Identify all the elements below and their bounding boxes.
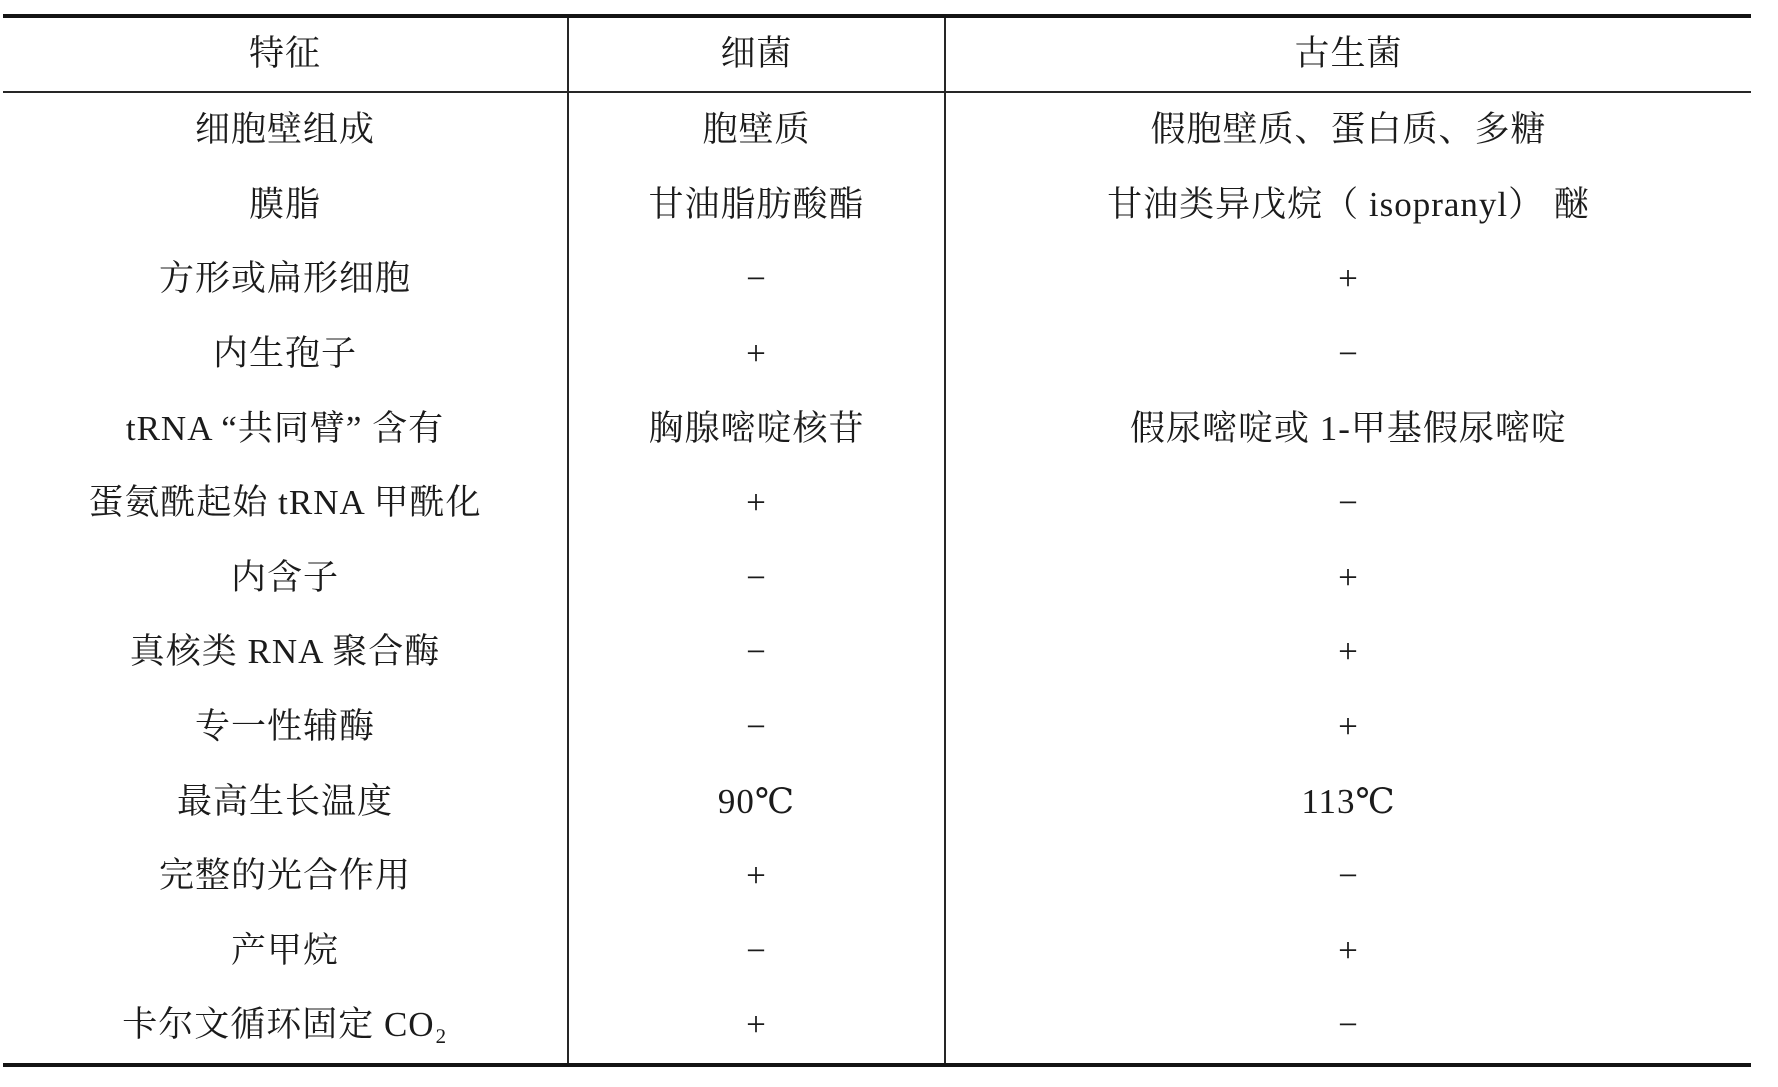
row-label-cell: 最高生长温度 <box>3 764 569 839</box>
header-cell-archaea: 古生菌 <box>1294 34 1403 74</box>
row-label-cell: 方形或扁形细胞 <box>3 242 569 317</box>
value-cell-bacteria: 胸腺嘧啶核苷 <box>569 391 946 466</box>
row-label-cell: 蛋氨酰起始 tRNA 甲酰化 <box>3 466 569 541</box>
comparison-table <box>3 14 1751 1067</box>
value-cell-bacteria: 90℃ <box>569 764 946 839</box>
value-cell-archaea: − <box>1338 1005 1359 1045</box>
row-label-cell: 完整的光合作用 <box>3 839 569 914</box>
table-row <box>3 764 1751 839</box>
row-label-cell: 真核类 RNA 聚合酶 <box>3 615 569 690</box>
row-label-cell: 内生孢子 <box>3 317 569 392</box>
value-cell-archaea: − <box>1338 483 1359 523</box>
table-row <box>3 839 1751 914</box>
table-row <box>3 317 1751 392</box>
value-cell-bacteria: + <box>569 466 946 541</box>
value-cell-bacteria: + <box>569 317 946 392</box>
value-cell-archaea: + <box>1338 557 1359 597</box>
value-cell-bacteria: − <box>569 242 946 317</box>
table-row <box>3 168 1751 243</box>
table-row <box>3 615 1751 690</box>
value-cell-bacteria: − <box>569 914 946 989</box>
value-cell-archaea: 甘油类异戊烷（ isopranyl） 醚 <box>1107 184 1590 224</box>
value-cell-archaea: + <box>1338 707 1359 747</box>
table-row <box>3 988 1751 1063</box>
table-row <box>3 93 1751 168</box>
header-cell-feature: 特征 <box>3 18 569 91</box>
row-label-cell: 卡尔文循环固定 CO₂ <box>3 988 569 1063</box>
value-cell-bacteria: − <box>569 615 946 690</box>
value-cell-archaea: 113℃ <box>1301 781 1396 821</box>
table-row <box>3 541 1751 616</box>
value-cell-bacteria: 甘油脂肪酸酯 <box>569 168 946 243</box>
value-cell-archaea: 假胞壁质、蛋白质、多糖 <box>1150 110 1547 150</box>
value-cell-archaea: + <box>1338 632 1359 672</box>
row-label-cell: 细胞壁组成 <box>3 93 569 168</box>
value-cell-bacteria: − <box>569 541 946 616</box>
value-cell-archaea: + <box>1338 259 1359 299</box>
value-cell-archaea: 假尿嘧啶或 1-甲基假尿嘧啶 <box>1130 408 1567 448</box>
header-cell-bacteria: 细菌 <box>569 18 946 91</box>
value-cell-bacteria: 胞壁质 <box>569 93 946 168</box>
table-row <box>3 914 1751 989</box>
table-row <box>3 690 1751 765</box>
row-label-cell: tRNA “共同臂” 含有 <box>3 391 569 466</box>
row-label-cell: 产甲烷 <box>3 914 569 989</box>
value-cell-bacteria: + <box>569 988 946 1063</box>
value-cell-bacteria: + <box>569 839 946 914</box>
row-label-cell: 膜脂 <box>3 168 569 243</box>
row-label-cell: 内含子 <box>3 541 569 616</box>
table-row <box>3 242 1751 317</box>
value-cell-archaea: − <box>1338 856 1359 896</box>
value-cell-archaea: + <box>1338 930 1359 970</box>
table-header-row <box>3 18 1751 93</box>
row-label-cell: 专一性辅酶 <box>3 690 569 765</box>
value-cell-bacteria: − <box>569 690 946 765</box>
table-row <box>3 466 1751 541</box>
table-row <box>3 391 1751 466</box>
value-cell-archaea: − <box>1338 334 1359 373</box>
